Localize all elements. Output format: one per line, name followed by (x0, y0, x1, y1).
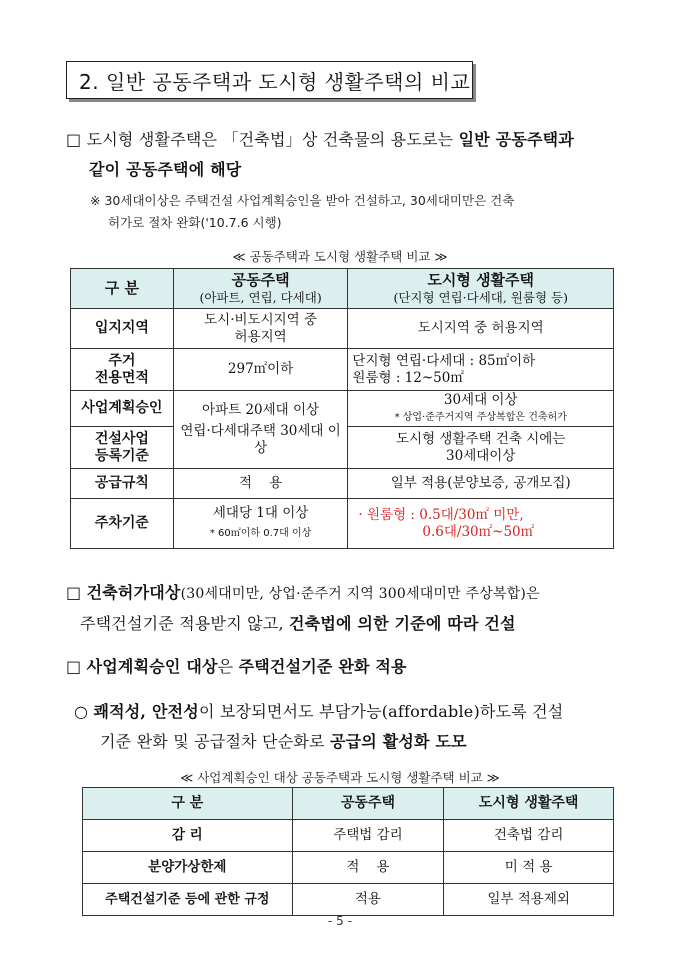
note-marker: ※ (90, 193, 101, 208)
bullet-line (66, 155, 626, 185)
bullet-paragraph-2 (66, 578, 636, 639)
table-row (71, 349, 614, 391)
table-header-cell: 공동주택 (아파트, 연립, 다세대) (173, 269, 348, 309)
table-row (71, 269, 614, 309)
table-row (83, 788, 614, 820)
table-row-header: 건설사업 등록기준 (71, 427, 174, 469)
checkbox-marker: □ (66, 130, 82, 149)
comparison-table-1 (70, 268, 614, 549)
table-cell: 30세대 이상 * 상업·준주거지역 주상복합은 건축허가 (348, 391, 614, 427)
table-row (71, 391, 614, 427)
table-cell: 도시형 생활주택 건축 시에는 30세대이상 (348, 427, 614, 469)
table-cell: 주택법 감리 (292, 820, 444, 852)
table-row (71, 499, 614, 549)
checkbox-marker: □ (66, 583, 82, 602)
bullet-bold-text: 공급의 활성화 도모 (329, 732, 467, 751)
table-cell: · 원룸형 : 0.5대/30㎡ 미만, 0.6대/30㎡~50㎡ (348, 499, 614, 549)
table-cell: 297㎡이하 (173, 349, 348, 391)
bullet-paragraph-4 (74, 697, 634, 757)
table-row-header: 공급규칙 (71, 469, 174, 499)
table-cell: 아파트 20세대 이상 연립·다세대주택 30세대 이상 (173, 391, 348, 469)
table-cell: 건축법 감리 (444, 820, 614, 852)
bullet-line (66, 609, 636, 639)
bullet-paragraph-3 (66, 652, 626, 682)
section-title-text: 2. 일반 공동주택과 도시형 생활주택의 비교 (79, 69, 471, 94)
table-row (83, 820, 614, 852)
table-row-header: 사업계획승인 (71, 391, 174, 427)
table-row (83, 884, 614, 916)
table-header-cell: 도시형 생활주택 (444, 788, 614, 820)
note-text: 30세대이상은 주택건설 사업계획승인을 받아 건설하고, 30세대미만은 건축 (104, 193, 515, 208)
table-cell: 미 적 용 (444, 852, 614, 884)
bullet-bold-text: 주택건설기준 완화 적용 (238, 657, 407, 676)
bullet-line (74, 727, 634, 757)
note-paragraph (90, 190, 630, 234)
table-cell: 적 용 (173, 469, 348, 499)
table-header-cell: 구 분 (71, 269, 174, 309)
table2-caption: ≪ 사업계획승인 대상 공동주택과 도시형 생활주택 비교 ≫ (180, 770, 500, 785)
comparison-table-2 (82, 787, 614, 916)
bullet-text: 주택건설기준 적용받지 않고, (80, 614, 290, 633)
bullet-text: (30세대미만, 상업·준주거 지역 300세대미만 주상복합)은 (180, 586, 540, 602)
table-row (83, 852, 614, 884)
checkbox-marker: □ (66, 657, 82, 676)
bullet-paragraph-1 (66, 125, 626, 185)
bullet-bold-text: 건축허가대상 (86, 583, 181, 602)
bullet-bold-text: 사업계획승인 대상 (86, 657, 218, 676)
table-header-cell: 구 분 (83, 788, 293, 820)
circle-marker: ○ (74, 702, 89, 721)
table-cell: 일부 적용제외 (444, 884, 614, 916)
table1-caption: ≪ 공동주택과 도시형 생활주택 비교 ≫ (232, 249, 448, 264)
bullet-line (66, 578, 636, 609)
bullet-line (74, 697, 634, 727)
table-cell: 단지형 연립·다세대 : 85㎡이하 원룸형 : 12~50㎡ (348, 349, 614, 391)
table-row-header: 주거 전용면적 (71, 349, 174, 391)
table-cell: 일부 적용(분양보증, 공개모집) (348, 469, 614, 499)
note-line (90, 190, 630, 212)
bullet-bold-text: 건축법에 의한 기준에 따라 건설 (289, 614, 516, 633)
bullet-text: 이 보장되면서도 부담가능(affordable)하도록 건설 (198, 702, 564, 721)
table-cell: 도시지역 중 허용지역 (348, 309, 614, 349)
bullet-bold-text: 같이 공동주택에 해당 (89, 160, 242, 179)
bullet-text: 도시형 생활주택은 「건축법」상 건축물의 용도로는 (86, 130, 459, 149)
table-row-header: 입지지역 (71, 309, 174, 349)
table-row-header: 분양가상한제 (83, 852, 293, 884)
bullet-bold-text: 쾌적성, 안전성 (93, 702, 199, 721)
bullet-text: 은 (217, 657, 239, 676)
table-header-cell: 도시형 생활주택 (단지형 연립·다세대, 원룸형 등) (348, 269, 614, 309)
table-row (71, 309, 614, 349)
bullet-line (66, 125, 626, 155)
table-cell: 적용 (292, 884, 444, 916)
table-row (71, 469, 614, 499)
table-cell: 세대당 1대 이상 * 60㎡이하 0.7대 이상 (173, 499, 348, 549)
bullet-bold-text: 일반 공동주택과 (458, 130, 574, 149)
table-row-header: 주택건설기준 등에 관한 규정 (83, 884, 293, 916)
bullet-text: 기준 완화 및 공급절차 단순화로 (100, 732, 330, 751)
table-row-header: 주차기준 (71, 499, 174, 549)
page-number: - 5 - (328, 914, 352, 928)
note-line: 허가로 절차 완화('10.7.6 시행) (108, 215, 282, 230)
table-header-cell: 공동주택 (292, 788, 444, 820)
table-cell: 도시·비도시지역 중 허용지역 (173, 309, 348, 349)
table-row-header: 감 리 (83, 820, 293, 852)
table-cell: 적 용 (292, 852, 444, 884)
section-title (66, 61, 473, 99)
